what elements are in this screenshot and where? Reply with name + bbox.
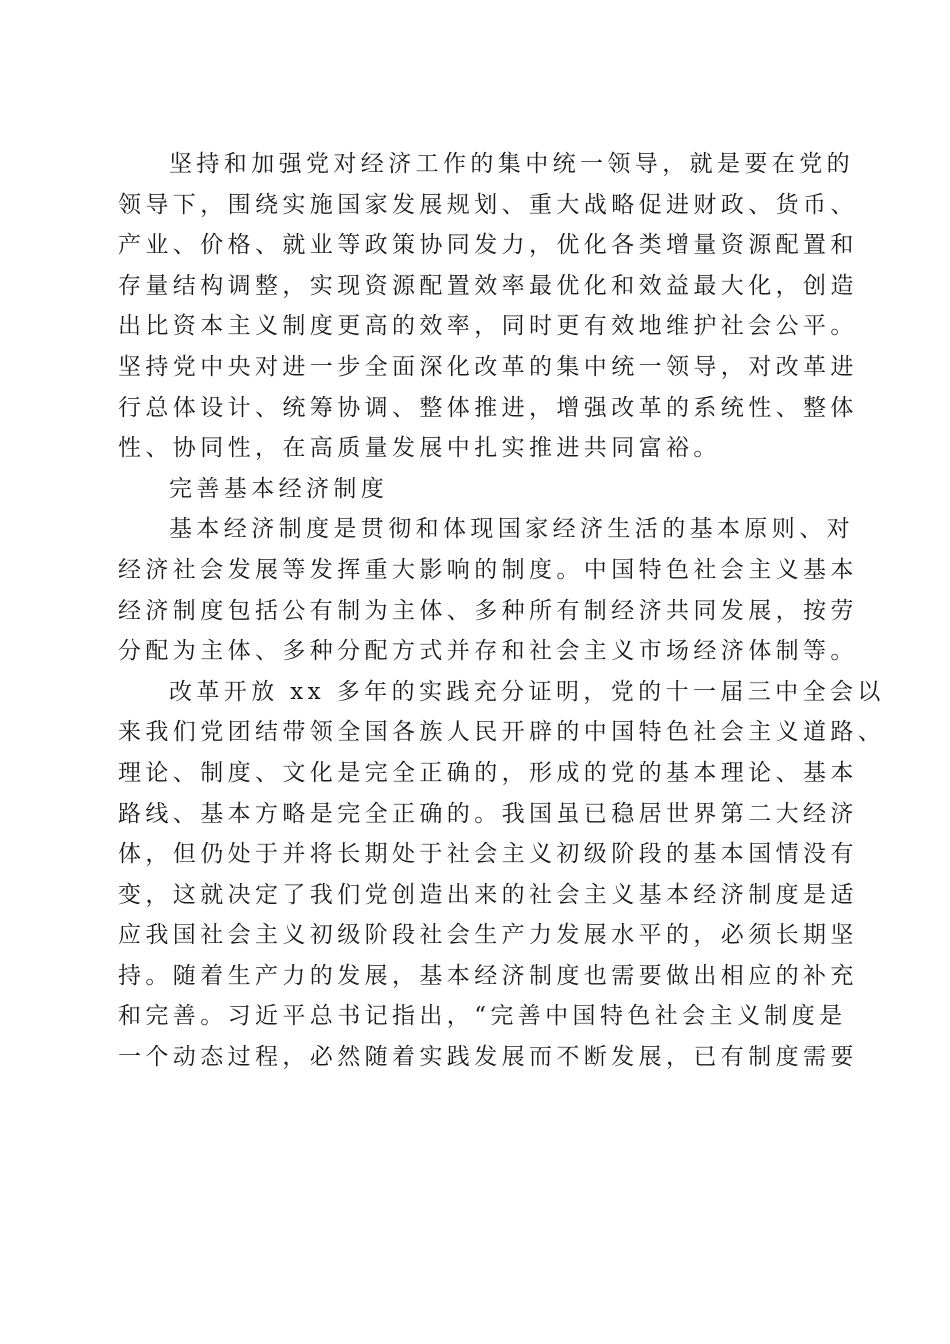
paragraph-3-line-5: 体，但仍处于并将长期处于社会主义初级阶段的基本国情没有 [118,841,858,868]
paragraph-2-line-1: 基本经济制度是贯彻和体现国家经济生活的基本原则、对 [169,516,854,543]
section-heading: 完善基本经济制度 [169,475,389,502]
paragraph-3-line-1: 改革开放 xx 多年的实践充分证明，党的十一届三中全会以 [169,678,885,705]
paragraph-1-line-1: 坚持和加强党对经济工作的集中统一领导，就是要在党的 [169,151,854,177]
paragraph-3-line-3: 理论、制度、文化是完全正确的，形成的党的基本理论、基本 [118,759,858,786]
paragraph-1-line-3: 产业、价格、就业等政策协同发力，优化各类增量资源配置和 [118,232,858,259]
paragraph-3-line-8: 持。随着生产力的发展，基本经济制度也需要做出相应的补充 [118,962,858,989]
paragraph-2-line-2: 经济社会发展等发挥重大影响的制度。中国特色社会主义基本 [118,556,858,583]
paragraph-1-line-5: 出比资本主义制度更高的效率，同时更有效地维护社会公平。 [118,313,858,340]
paragraph-3-line-2: 来我们党团结带领全国各族人民开辟的中国特色社会主义道路、 [118,719,886,746]
paragraph-3-line-9: 和完善。习近平总书记指出，“完善中国特色社会主义制度是 [118,1003,847,1030]
paragraph-1-line-4: 存量结构调整，实现资源配置效率最优化和效益最大化，创造 [118,272,858,299]
paragraph-3-line-6: 变，这就决定了我们党创造出来的社会主义基本经济制度是适 [118,881,858,908]
paragraph-1-line-2: 领导下，围绕实施国家发展规划、重大战略促进财政、货币、 [118,191,858,218]
paragraph-3-line-10: 一个动态过程，必然随着实践发展而不断发展，已有制度需要 [118,1044,858,1071]
document-body [118,144,886,1078]
paragraph-1-line-6: 坚持党中央对进一步全面深化改革的集中统一领导，对改革进 [118,353,858,380]
paragraph-2-line-3: 经济制度包括公有制为主体、多种所有制经济共同发展，按劳 [118,597,858,624]
paragraph-2-line-4: 分配为主体、多种分配方式并存和社会主义市场经济体制等。 [118,638,858,665]
paragraph-1-line-8: 性、协同性，在高质量发展中扎实推进共同富裕。 [118,435,721,462]
paragraph-3-line-7: 应我国社会主义初级阶段社会生产力发展水平的，必须长期坚 [118,922,858,949]
paragraph-1-line-7: 行总体设计、统筹协调、整体推进，增强改革的系统性、整体 [118,394,858,421]
paragraph-3-line-4: 路线、基本方略是完全正确的。我国虽已稳居世界第二大经济 [118,800,858,827]
